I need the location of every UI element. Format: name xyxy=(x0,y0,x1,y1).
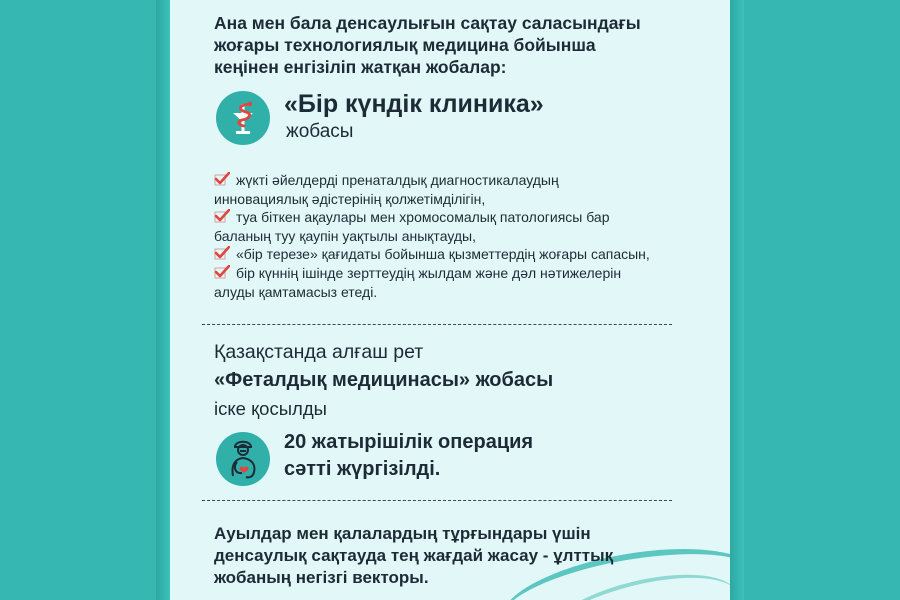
list-item xyxy=(214,264,714,301)
list-item-text: алуды қамтамасыз етеді. xyxy=(214,283,378,300)
operations-line: сәтті жүргізілді. xyxy=(284,458,441,480)
list-item xyxy=(214,208,714,245)
list-item xyxy=(214,245,714,264)
closing-statement xyxy=(214,523,694,589)
fetal-project-title: «Феталдық медицинасы» жобасы xyxy=(214,369,554,391)
projects-heading xyxy=(214,12,694,78)
operations-line: 20 жатырішілік операция xyxy=(284,431,534,453)
checkmark-icon xyxy=(214,209,230,223)
closing-line: денсаулық сақтауда тең жағдай жасау - ұлттық xyxy=(214,546,614,565)
medical-caduceus-icon xyxy=(216,91,270,145)
list-item-text: бір күннің ішінде зерттеудің жылдам және дәл нәтижелерін xyxy=(236,264,622,281)
checkmark-icon xyxy=(214,172,230,186)
clinic-project-title: «Бір күндік клиника» xyxy=(284,90,544,118)
section-divider xyxy=(202,500,672,501)
heading-line: жоғары технологиялық медицина бойынша xyxy=(214,35,596,55)
first-time-label: Қазақстанда алғаш рет xyxy=(214,341,424,363)
section-divider xyxy=(202,324,672,325)
list-item-text: туа біткен ақаулары мен хромосомалық патологиясы бар xyxy=(236,209,610,226)
clinic-project-subtitle: жобасы xyxy=(286,121,354,142)
list-item xyxy=(214,171,714,208)
list-item-text: инновациялық әдістерінің қолжетімділігін, xyxy=(214,190,486,207)
checkmark-icon xyxy=(214,265,230,279)
right-teal-border xyxy=(730,0,900,600)
pregnant-woman-doctor-icon xyxy=(216,432,270,486)
launched-label: іске қосылды xyxy=(214,398,327,419)
infographic-panel xyxy=(170,0,730,600)
list-item-text: баланың туу қаупін уақтылы анықтауды, xyxy=(214,227,476,244)
left-teal-border xyxy=(0,0,170,600)
heading-line: кеңінен енгізіліп жатқан жобалар: xyxy=(214,57,507,77)
closing-line: жобаның негізгі векторы. xyxy=(214,568,429,587)
list-item-text: жүкті әйелдерді пренаталдық диагностикалаудың xyxy=(236,172,559,188)
clinic-benefits-list xyxy=(214,171,714,301)
operations-count-text xyxy=(284,429,533,483)
list-item-text: «бір терезе» қағидаты бойынша қызметтердің жоғары сапасын, xyxy=(236,246,650,263)
heading-line: Ана мен бала денсаулығын сақтау саласындағы xyxy=(214,13,641,33)
checkmark-icon xyxy=(214,246,230,260)
closing-line: Ауылдар мен қалалардың тұрғындары үшін xyxy=(214,524,591,543)
